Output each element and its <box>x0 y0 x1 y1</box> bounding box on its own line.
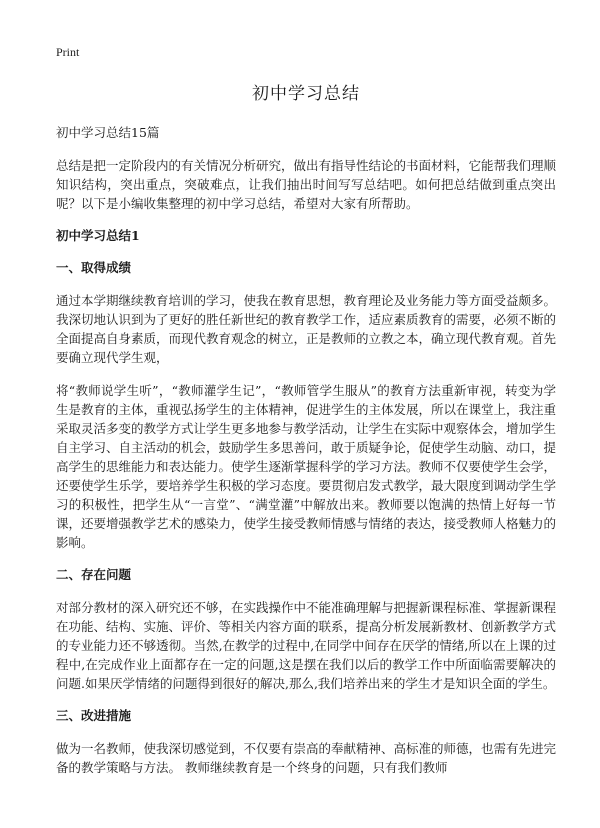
achievements-paragraph-1: 通过本学期继续教育培训的学习，使我在教育思想，教育理论及业务能力等方面受益颇多。我深切地认识到为了更好的胜任新世纪的教育教学工作，适应素质教育的需要，必须不断的全面提高自身素质，而现代教育观念的树立，正是教师的立教之本，确立现代教育观。首先要确立现代学生观， <box>56 293 557 365</box>
achievements-paragraph-2: 将“教师说学生听”，“教师灌学生记”，“教师管学生服从”的教育方法重新审视，转变为学生是教育的主体，重视弘扬学生的主体精神，促进学生的主体发展，所以在课堂上，我注重采取灵活多变的教学方式让学生更多地参与教学活动，让学生在实际中观察体会，增加学生自主学习、自主活动的机会，鼓励学生多思善问，敢于质疑争论，促使学生动脑、动口，提高学生的思维能力和表达能力。使学生逐渐掌握科学的学习方法。教师不仅要使学生会学，还要使学生乐学，要培养学生积极的学习态度。要贯彻启发式教学，最大限度到调动学生学习的积极性，把学生从“一言堂”、“满堂灌”中解放出来。教师要以饱满的热情上好每一节课，还要增强教学艺术的感染力，使学生接受教师情感与情绪的表达，接受教师人格魅力的影响。 <box>56 383 557 550</box>
section-heading-problems: 二、存在问题 <box>56 567 132 582</box>
problems-paragraph: 对部分教材的深入研究还不够，在实践操作中不能准确理解与把握新课程标准、掌握新课程在功能、结构、实施、评价、等相关内容方面的联系，提高分析发展新教材、创新教学方式的专业能力还不够透彻。当然,在教学的过程中,在同学中间存在厌学的情绪,所以在上课的过程中,在完成作业上面都存在一定的问题,这是摆在我们以后的教学工作中所面临需要解决的问题.如果厌学情绪的问题得到很好的解决,那么,我们培养出来的学生才是知识全面的学生。 <box>56 600 557 691</box>
intro-paragraph: 总结是把一定阶段内的有关情况分析研究，做出有指导性结论的书面材料，它能帮我们理顺知识结构，突出重点，突破难点，让我们抽出时间写写总结吧。如何把总结做到重点突出呢？以下是小编收集整理的初中学习总结，希望对大家有所帮助。 <box>56 158 557 211</box>
section-heading-achievements: 一、取得成绩 <box>56 260 132 275</box>
section-heading-improvements: 三、改进措施 <box>56 708 132 723</box>
section-title: 初中学习总结1 <box>56 228 140 243</box>
print-link[interactable]: Print <box>56 45 80 59</box>
document-title: 初中学习总结 <box>252 84 360 104</box>
improvements-paragraph: 做为一名教师，使我深切感觉到，不仅要有崇高的奉献精神、高标准的师德，也需有先进完备的教学策略与方法。 教师继续教育是一个终身的问题，只有我们教师 <box>56 741 557 775</box>
document-subtitle: 初中学习总结15篇 <box>56 125 160 140</box>
